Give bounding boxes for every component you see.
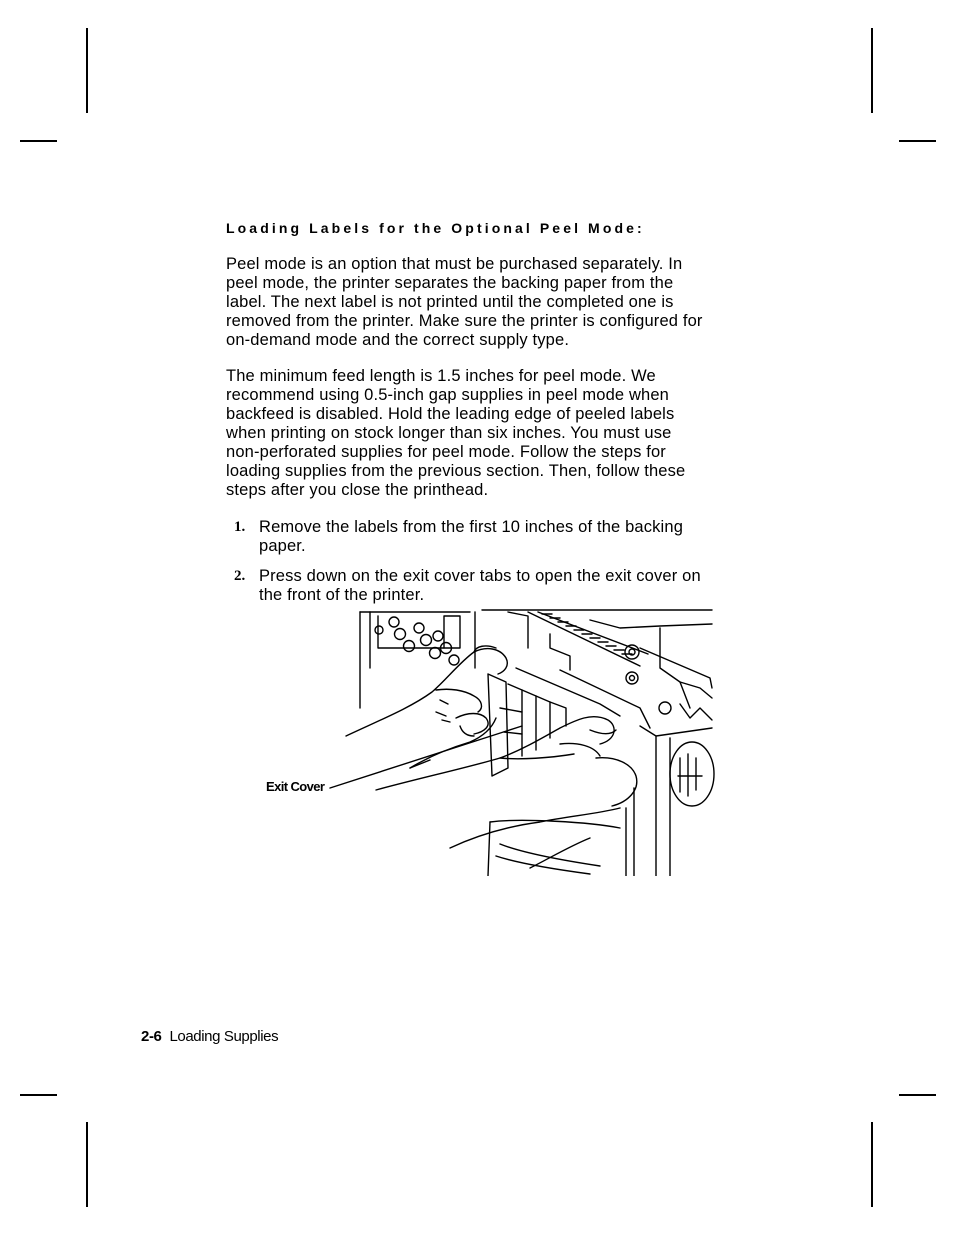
- text-line: when printing on stock longer than six inches. You must use: [226, 424, 672, 442]
- text-line: loading supplies from the previous section. Then, follow these: [226, 462, 686, 480]
- paragraph-peel-mode-intro: [226, 255, 786, 350]
- step-number: 1.: [234, 519, 246, 535]
- paragraph-feed-length: [226, 367, 786, 500]
- page-footer: [141, 1028, 278, 1045]
- section-heading: Loading Labels for the Optional Peel Mode:: [226, 220, 645, 236]
- text-line: removed from the printer. Make sure the printer is configured for: [226, 312, 703, 330]
- crop-mark-bottom-left-vertical: [86, 1122, 88, 1207]
- crop-mark-bottom-left-horizontal: [20, 1094, 57, 1096]
- exit-cover-callout-label: Exit Cover: [266, 779, 325, 794]
- printer-hands-drawing: [260, 608, 720, 876]
- text-line: paper.: [259, 537, 306, 555]
- text-line: label. The next label is not printed until the completed one is: [226, 293, 674, 311]
- crop-mark-top-left-vertical: [86, 28, 88, 113]
- crop-mark-bottom-right-vertical: [871, 1122, 873, 1207]
- text-line: Remove the labels from the first 10 inches of the backing: [259, 518, 684, 536]
- exit-cover-illustration: [260, 608, 720, 876]
- step-text: [259, 518, 683, 556]
- page-number: 2-6: [141, 1028, 162, 1045]
- text-line: on-demand mode and the correct supply type.: [226, 331, 570, 349]
- step-number: 2.: [234, 568, 246, 584]
- text-line: non-perforated supplies for peel mode. Follow the steps for: [226, 443, 666, 461]
- text-line: the front of the printer.: [259, 586, 425, 604]
- text-line: recommend using 0.5-inch gap supplies in peel mode when: [226, 386, 670, 404]
- crop-mark-top-left-horizontal: [20, 140, 57, 142]
- text-line: backfeed is disabled. Hold the leading edge of peeled labels: [226, 405, 675, 423]
- step-text: [259, 567, 701, 605]
- text-line: Peel mode is an option that must be purchased separately. In: [226, 255, 683, 273]
- text-line: peel mode, the printer separates the backing paper from the: [226, 274, 674, 292]
- crop-mark-top-right-vertical: [871, 28, 873, 113]
- text-line: Press down on the exit cover tabs to open the exit cover on: [259, 567, 701, 585]
- crop-mark-bottom-right-horizontal: [899, 1094, 936, 1096]
- crop-mark-top-right-horizontal: [899, 140, 936, 142]
- text-line: The minimum feed length is 1.5 inches for peel mode. We: [226, 367, 656, 385]
- text-line: steps after you close the printhead.: [226, 481, 489, 499]
- chapter-title: Loading Supplies: [169, 1028, 279, 1045]
